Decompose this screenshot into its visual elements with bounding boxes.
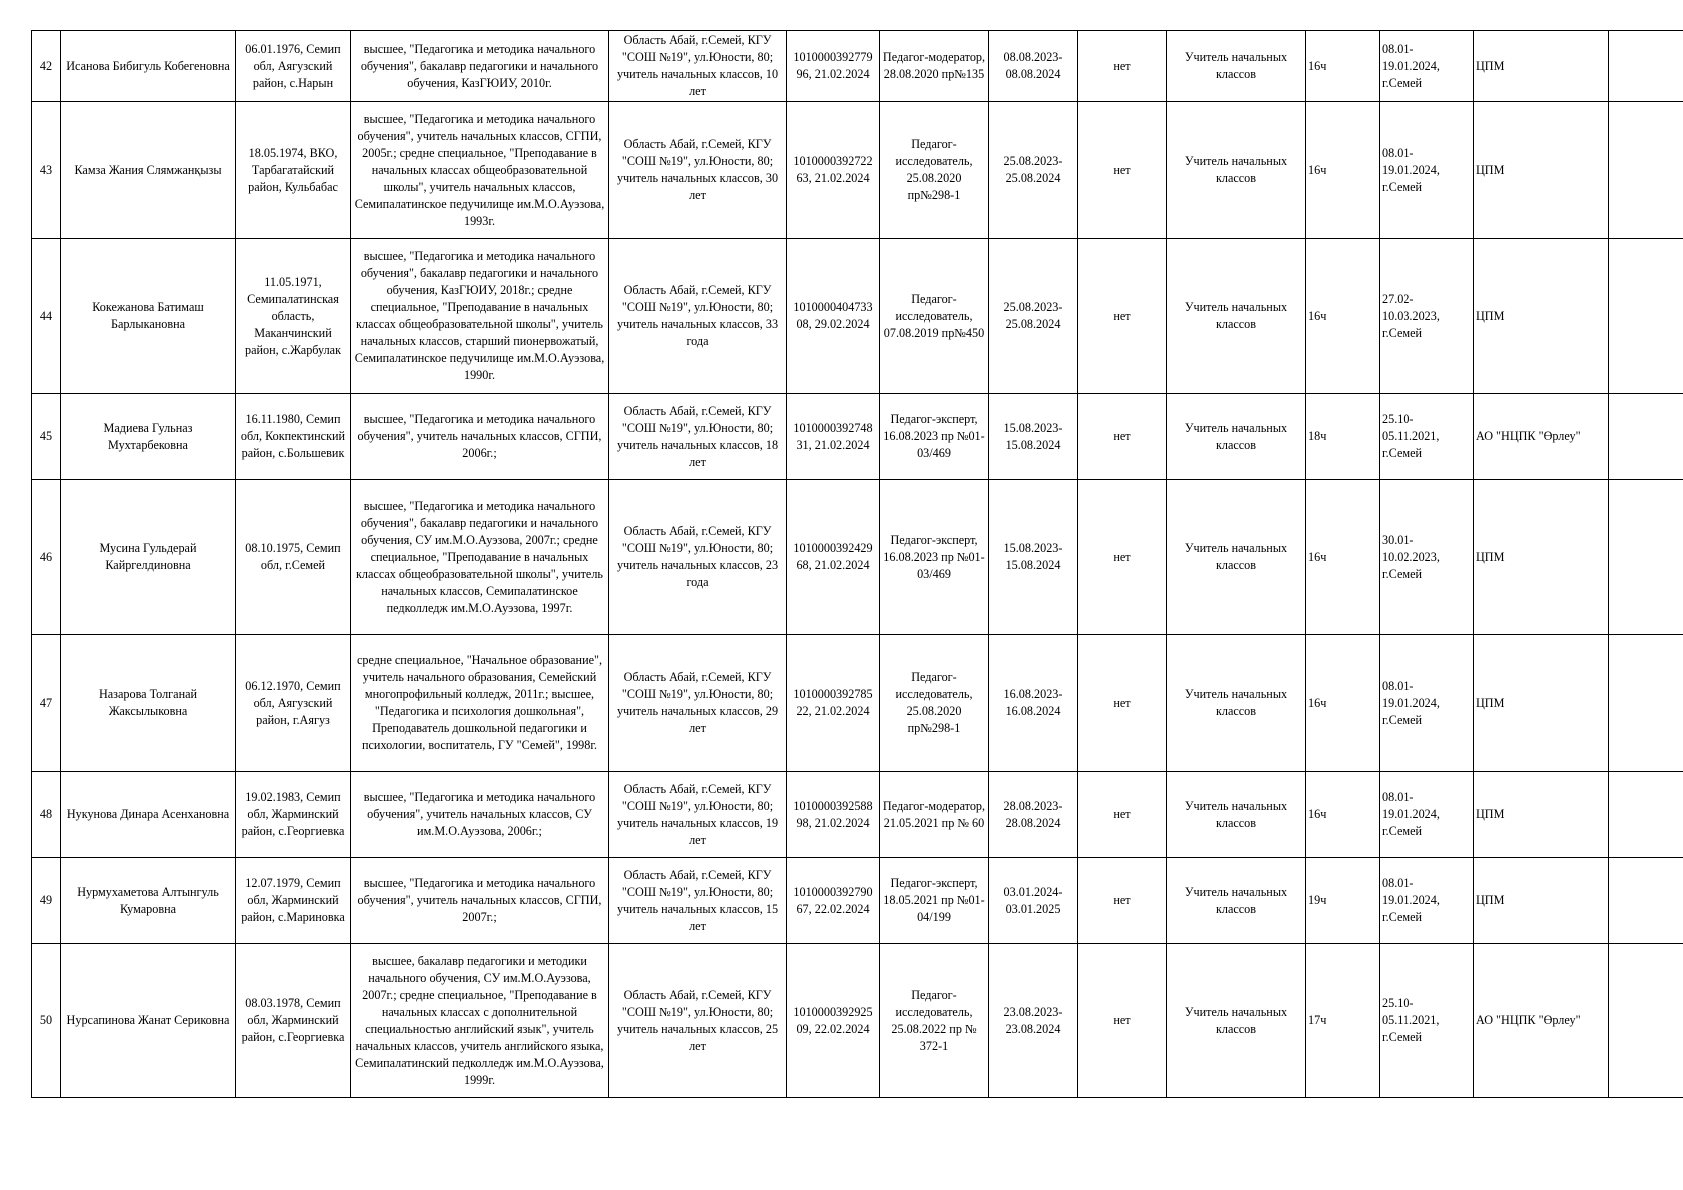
table-row [32, 944, 1683, 1098]
qualification-category: Педагог-эксперт, 18.05.2021 пр №01-04/199 [880, 858, 989, 944]
teaching-hours: 16ч [1306, 480, 1380, 635]
full-name: Нукунова Динара Асенхановна [61, 772, 236, 858]
validity-period: 23.08.2023- 23.08.2024 [989, 944, 1078, 1098]
course-dates: 08.01- 19.01.2024, г.Семей [1380, 102, 1474, 239]
birth-info: 06.01.1976, Семип обл, Аягузский район, с.Нарын [236, 31, 351, 102]
table-row [32, 394, 1683, 480]
flag-value: нет [1078, 635, 1167, 772]
course-dates: 08.01- 19.01.2024, г.Семей [1380, 858, 1474, 944]
workplace: Область Абай, г.Семей, КГУ "СОШ №19", ул.Юности, 80; учитель начальных классов, 30 лет [609, 102, 787, 239]
course-organization: АО "НЦПК "Өрлеу" [1474, 394, 1609, 480]
validity-period: 03.01.2024- 03.01.2025 [989, 858, 1078, 944]
table-row [32, 772, 1683, 858]
extra-cell [1609, 31, 1683, 102]
row-number: 43 [32, 102, 61, 239]
teaching-hours: 17ч [1306, 944, 1380, 1098]
document-number: 1010000392588 98, 21.02.2024 [787, 772, 880, 858]
extra-cell [1609, 394, 1683, 480]
education: высшее, "Педагогика и методика начального обучения", учитель начальных классов, СГПИ, 2007г.; [351, 858, 609, 944]
document-number: 1010000392748 31, 21.02.2024 [787, 394, 880, 480]
validity-period: 15.08.2023- 15.08.2024 [989, 480, 1078, 635]
course-dates: 08.01- 19.01.2024, г.Семей [1380, 772, 1474, 858]
education: высшее, бакалавр педагогики и методики начального обучения, СУ им.М.О.Ауэзова, 2007г.; средне специальное, "Преподавание в начальных классах с дополнительной специальностью английский язык", учитель начальных классов, учитель английского языка, Семипалатинский педколледж им.М.О.Ауэзова, 1999г. [351, 944, 609, 1098]
position: Учитель начальных классов [1167, 772, 1306, 858]
document-number: 1010000392925 09, 22.02.2024 [787, 944, 880, 1098]
flag-value: нет [1078, 944, 1167, 1098]
full-name: Мусина Гульдерай Кайргелдиновна [61, 480, 236, 635]
course-dates: 08.01- 19.01.2024, г.Семей [1380, 31, 1474, 102]
validity-period: 08.08.2023- 08.08.2024 [989, 31, 1078, 102]
education: высшее, "Педагогика и методика начального обучения", учитель начальных классов, СУ им.М.О.Ауэзова, 2006г.; [351, 772, 609, 858]
document-number: 1010000392722 63, 21.02.2024 [787, 102, 880, 239]
table-body [32, 31, 1683, 1098]
document-number: 1010000392790 67, 22.02.2024 [787, 858, 880, 944]
course-dates: 25.10- 05.11.2021, г.Семей [1380, 394, 1474, 480]
table-row [32, 480, 1683, 635]
course-organization: АО "НЦПК "Өрлеу" [1474, 944, 1609, 1098]
birth-info: 12.07.1979, Семип обл, Жарминский район, с.Мариновка [236, 858, 351, 944]
flag-value: нет [1078, 31, 1167, 102]
qualification-category: Педагог-исследователь, 25.08.2022 пр № 372-1 [880, 944, 989, 1098]
qualification-category: Педагог-исследователь, 25.08.2020 пр№298-1 [880, 102, 989, 239]
extra-cell [1609, 944, 1683, 1098]
extra-cell [1609, 239, 1683, 394]
document-number: 1010000392779 96, 21.02.2024 [787, 31, 880, 102]
course-organization: ЦПМ [1474, 772, 1609, 858]
birth-info: 06.12.1970, Семип обл, Аягузский район, г.Аягуз [236, 635, 351, 772]
full-name: Мадиева Гульназ Мухтарбековна [61, 394, 236, 480]
position: Учитель начальных классов [1167, 635, 1306, 772]
flag-value: нет [1078, 772, 1167, 858]
validity-period: 15.08.2023- 15.08.2024 [989, 394, 1078, 480]
qualification-category: Педагог-модератор, 28.08.2020 пр№135 [880, 31, 989, 102]
row-number: 42 [32, 31, 61, 102]
workplace: Область Абай, г.Семей, КГУ "СОШ №19", ул.Юности, 80; учитель начальных классов, 29 лет [609, 635, 787, 772]
birth-info: 19.02.1983, Семип обл, Жарминский район, с.Георгиевка [236, 772, 351, 858]
education: высшее, "Педагогика и методика начального обучения", бакалавр педагогики и начального обучения, СУ им.М.О.Ауэзова, 2007г.; средне специальное, "Преподавание в начальных классах общеобразовательной школы", учитель начальных классов, Семипалатинское педколледж им.М.О.Ауэзова, 1997г. [351, 480, 609, 635]
row-number: 44 [32, 239, 61, 394]
flag-value: нет [1078, 102, 1167, 239]
document-number: 1010000404733 08, 29.02.2024 [787, 239, 880, 394]
course-organization: ЦПМ [1474, 858, 1609, 944]
workplace: Область Абай, г.Семей, КГУ "СОШ №19", ул.Юности, 80; учитель начальных классов, 33 года [609, 239, 787, 394]
position: Учитель начальных классов [1167, 31, 1306, 102]
workplace: Область Абай, г.Семей, КГУ "СОШ №19", ул.Юности, 80; учитель начальных классов, 23 года [609, 480, 787, 635]
position: Учитель начальных классов [1167, 944, 1306, 1098]
full-name: Нурсапинова Жанат Сериковна [61, 944, 236, 1098]
position: Учитель начальных классов [1167, 239, 1306, 394]
workplace: Область Абай, г.Семей, КГУ "СОШ №19", ул.Юности, 80; учитель начальных классов, 25 лет [609, 944, 787, 1098]
course-organization: ЦПМ [1474, 102, 1609, 239]
position: Учитель начальных классов [1167, 480, 1306, 635]
extra-cell [1609, 480, 1683, 635]
extra-cell [1609, 102, 1683, 239]
table-row [32, 635, 1683, 772]
flag-value: нет [1078, 480, 1167, 635]
full-name: Назарова Толганай Жаксылыковна [61, 635, 236, 772]
qualification-category: Педагог-эксперт, 16.08.2023 пр №01-03/469 [880, 394, 989, 480]
teaching-hours: 16ч [1306, 772, 1380, 858]
course-dates: 30.01- 10.02.2023, г.Семей [1380, 480, 1474, 635]
workplace: Область Абай, г.Семей, КГУ "СОШ №19", ул.Юности, 80; учитель начальных классов, 15 лет [609, 858, 787, 944]
education: высшее, "Педагогика и методика начального обучения", бакалавр педагогики и начального обучения, КазГЮИУ, 2018г.; средне специальное, "Преподавание в начальных классах общеобразовательной школы", учитель начальных классов, старший пионервожатый, Семипалатинское педучилище им.М.О.Ауэзова, 1990г. [351, 239, 609, 394]
education: высшее, "Педагогика и методика начального обучения", бакалавр педагогики и начального обучения, КазГЮИУ, 2010г. [351, 31, 609, 102]
position: Учитель начальных классов [1167, 394, 1306, 480]
qualification-category: Педагог-эксперт, 16.08.2023 пр №01-03/469 [880, 480, 989, 635]
row-number: 46 [32, 480, 61, 635]
validity-period: 25.08.2023- 25.08.2024 [989, 239, 1078, 394]
workplace: Область Абай, г.Семей, КГУ "СОШ №19", ул.Юности, 80; учитель начальных классов, 10 лет [609, 31, 787, 102]
position: Учитель начальных классов [1167, 858, 1306, 944]
flag-value: нет [1078, 239, 1167, 394]
birth-info: 18.05.1974, ВКО, Тарбагатайский район, Кульбабас [236, 102, 351, 239]
table-row [32, 31, 1683, 102]
row-number: 48 [32, 772, 61, 858]
flag-value: нет [1078, 858, 1167, 944]
teaching-hours: 16ч [1306, 239, 1380, 394]
education: высшее, "Педагогика и методика начального обучения", учитель начальных классов, СГПИ, 2006г.; [351, 394, 609, 480]
extra-cell [1609, 858, 1683, 944]
qualification-category: Педагог-исследователь, 07.08.2019 пр№450 [880, 239, 989, 394]
document-number: 1010000392429 68, 21.02.2024 [787, 480, 880, 635]
qualification-category: Педагог-модератор, 21.05.2021 пр № 60 [880, 772, 989, 858]
education: высшее, "Педагогика и методика начального обучения", учитель начальных классов, СГПИ, 2005г.; средне специальное, "Преподавание в начальных классах общеобразовательной школы", учитель начальных классов, Семипалатинское педучилище им.М.О.Ауэзова, 1993г. [351, 102, 609, 239]
position: Учитель начальных классов [1167, 102, 1306, 239]
validity-period: 25.08.2023- 25.08.2024 [989, 102, 1078, 239]
course-organization: ЦПМ [1474, 239, 1609, 394]
workplace: Область Абай, г.Семей, КГУ "СОШ №19", ул.Юности, 80; учитель начальных классов, 19 лет [609, 772, 787, 858]
row-number: 49 [32, 858, 61, 944]
birth-info: 08.03.1978, Семип обл, Жарминский район, с.Георгиевка [236, 944, 351, 1098]
staff-table [31, 30, 1683, 1098]
extra-cell [1609, 635, 1683, 772]
course-dates: 25.10- 05.11.2021, г.Семей [1380, 944, 1474, 1098]
education: средне специальное, "Начальное образование", учитель начального образования, Семейский многопрофильный колледж, 2011г.; высшее, "Педагогика и психология дошкольная", Преподаватель дошкольной педагогики и психологии, воспитатель, ГУ "Семей", 1998г. [351, 635, 609, 772]
birth-info: 16.11.1980, Семип обл, Кокпектинский район, с.Большевик [236, 394, 351, 480]
course-dates: 27.02- 10.03.2023, г.Семей [1380, 239, 1474, 394]
validity-period: 28.08.2023- 28.08.2024 [989, 772, 1078, 858]
teaching-hours: 16ч [1306, 635, 1380, 772]
teaching-hours: 18ч [1306, 394, 1380, 480]
course-organization: ЦПМ [1474, 480, 1609, 635]
table-row [32, 239, 1683, 394]
full-name: Камза Жания Слямжанқызы [61, 102, 236, 239]
full-name: Нурмухаметова Алтынгуль Кумаровна [61, 858, 236, 944]
birth-info: 11.05.1971, Семипалатинская область, Маканчинский район, с.Жарбулак [236, 239, 351, 394]
course-organization: ЦПМ [1474, 635, 1609, 772]
full-name: Кокежанова Батимаш Барлыкановна [61, 239, 236, 394]
row-number: 45 [32, 394, 61, 480]
table-row [32, 102, 1683, 239]
document-number: 1010000392785 22, 21.02.2024 [787, 635, 880, 772]
teaching-hours: 16ч [1306, 31, 1380, 102]
row-number: 47 [32, 635, 61, 772]
full-name: Исанова Бибигуль Кобегеновна [61, 31, 236, 102]
row-number: 50 [32, 944, 61, 1098]
table-row [32, 858, 1683, 944]
flag-value: нет [1078, 394, 1167, 480]
course-dates: 08.01- 19.01.2024, г.Семей [1380, 635, 1474, 772]
teaching-hours: 19ч [1306, 858, 1380, 944]
workplace: Область Абай, г.Семей, КГУ "СОШ №19", ул.Юности, 80; учитель начальных классов, 18 лет [609, 394, 787, 480]
validity-period: 16.08.2023- 16.08.2024 [989, 635, 1078, 772]
qualification-category: Педагог-исследователь, 25.08.2020 пр№298-1 [880, 635, 989, 772]
course-organization: ЦПМ [1474, 31, 1609, 102]
birth-info: 08.10.1975, Семип обл, г.Семей [236, 480, 351, 635]
teaching-hours: 16ч [1306, 102, 1380, 239]
extra-cell [1609, 772, 1683, 858]
